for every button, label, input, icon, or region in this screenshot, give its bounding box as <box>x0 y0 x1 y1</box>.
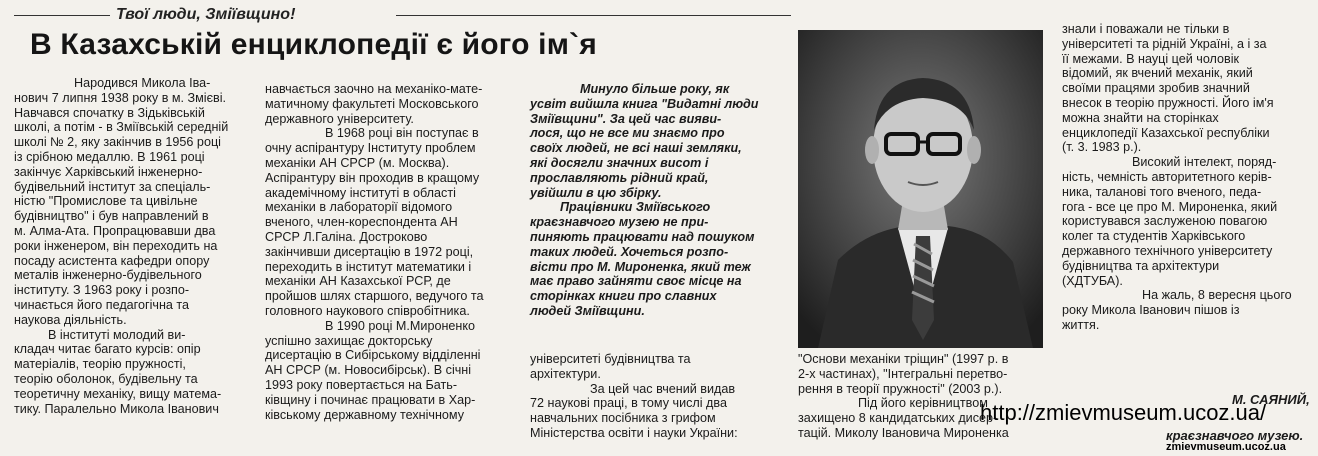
text-line: навчається заочно на механіко-мате- <box>265 82 483 96</box>
intro-column <box>530 82 788 319</box>
text-line: В інституті молодий ви- <box>48 327 186 342</box>
text-column-3 <box>530 352 788 441</box>
text-line: прославляють рідний край, <box>530 170 709 185</box>
text-line: можна знайти на сторінках <box>1062 110 1219 125</box>
rubric-rule-right <box>396 15 791 16</box>
text-line: теорію оболонок, будівельну та <box>14 371 198 386</box>
portrait-photo <box>798 30 1043 348</box>
text-line: чинається його педагогічна та <box>14 297 190 312</box>
text-line: увійшли в цю збірку. <box>530 185 662 200</box>
text-line: СРСР Л.Галіна. Достроково <box>265 229 428 244</box>
text-line: матичному факультеті Московського <box>265 96 479 111</box>
text-line: успішно захищає докторську <box>265 333 433 348</box>
text-line: Минуло більше року, як <box>580 82 730 96</box>
text-line: закінчує Харківський інженерно- <box>14 164 203 179</box>
text-line: ністю "Промислове та цивільне <box>14 194 198 209</box>
text-line: переходить в інститут математики і <box>265 259 472 274</box>
text-line: Зміївщини". За цей час вияви- <box>530 111 722 126</box>
text-line: захищено 8 кандидатських дисер- <box>798 411 998 426</box>
text-line: таких людей. Хочеться розпо- <box>530 244 729 259</box>
text-line: роки інженером, він переходить на <box>14 238 218 253</box>
text-line: 2-х частинах), "Інтегральні перетво- <box>798 366 1008 381</box>
text-line: Високий інтелект, поряд- <box>1132 155 1277 170</box>
text-column-2 <box>265 82 515 422</box>
text-line: 1993 року повертається на Бать- <box>265 377 458 392</box>
text-line: "Основи механіки тріщин" (1997 р. в <box>798 352 1009 366</box>
text-line: наукова діяльність. <box>14 312 127 327</box>
text-line: року Микола Іванович пішов із <box>1062 303 1240 318</box>
text-line: закінчивши дисертацію в 1972 році, <box>265 244 474 259</box>
text-line: тику. Паралельно Микола Іванович <box>14 401 219 416</box>
text-line: пиняють працювати над пошуком <box>530 229 755 244</box>
rubric-title: Твої люди, Зміївщино! <box>116 6 296 23</box>
text-line: ківському державному технічному <box>265 407 465 422</box>
watermark-url: http://zmievmuseum.ucoz.ua/ <box>980 400 1267 425</box>
text-line: матеріалів, теорію пружності, <box>14 357 186 372</box>
text-line: Міністерства освіти і науки України: <box>530 425 738 440</box>
text-line: дисертацію в Сибірському відділенні <box>265 348 481 363</box>
text-line: із срібною медаллю. В 1961 році <box>14 149 205 164</box>
text-line: які досягли значних висот і <box>530 155 709 170</box>
text-line: Працівники Зміївського <box>560 200 711 215</box>
text-line: людей Зміївщини. <box>530 303 645 318</box>
text-line: енциклопедії Казахської республіки <box>1062 125 1270 140</box>
text-line: рення в теорії пружності" (2003 р.). <box>798 381 1003 396</box>
text-line: своїх людей, не всі наші земляки, <box>530 141 742 156</box>
text-line: головного наукового співробітника. <box>265 303 470 318</box>
article-headline: В Казахській енциклопедії є його ім`я <box>30 28 597 61</box>
text-line: державного університету. <box>265 111 414 126</box>
text-line: механіки в лабораторії відомого <box>265 200 453 215</box>
text-line: нович 7 липня 1938 року в м. Змієві. <box>14 90 227 105</box>
text-column-5 <box>1062 22 1307 333</box>
text-line: пройшов шлях старшого, ведучого та <box>265 289 484 304</box>
text-line: лося, що не все ми знаємо про <box>530 126 725 141</box>
text-line: краєзнавчого музею не при- <box>530 215 709 230</box>
text-line: відомий, як вчений механік, який <box>1062 66 1253 81</box>
text-line: металів інженерно-будівельного <box>14 268 202 283</box>
text-line: механіки АН Казахської РСР, де <box>265 274 451 289</box>
text-line: Навчався спочатку в Зідьківській <box>14 105 205 120</box>
text-line: АН СРСР (м. Новосибірськ). В січні <box>265 363 472 378</box>
text-column-1 <box>14 76 258 416</box>
text-line: Народився Микола Іва- <box>74 76 211 90</box>
text-line: своїми працями зробив значний <box>1062 81 1250 96</box>
text-line: В 1968 році він поступає в <box>325 126 479 141</box>
text-line: університеті будівництва та <box>530 352 691 366</box>
text-line: інституту. З 1963 року і розпо- <box>14 283 190 298</box>
signature-position: краєзнавчого музею. <box>1166 428 1304 443</box>
text-line: навчальних посібника з грифом <box>530 411 716 426</box>
text-line: користувався заслуженою повагою <box>1062 214 1268 229</box>
watermark-url-small: zmievmuseum.ucoz.ua <box>1166 441 1286 453</box>
text-line: м. Алма-Ата. Пропрацювавши два <box>14 223 216 238</box>
text-line: В 1990 році М.Мироненко <box>325 318 476 333</box>
portrait-image <box>798 30 1043 348</box>
text-line: життя. <box>1062 317 1100 332</box>
text-line: очну аспірантуру Інституту проблем <box>265 141 476 156</box>
text-line: державного технічного університету <box>1062 243 1273 258</box>
text-line: академічному інституті в області <box>265 185 456 200</box>
text-line: вченого, член-кореспондента АН <box>265 215 458 230</box>
text-line: колег та студентів Харківського <box>1062 229 1246 244</box>
text-line: кладач читає багато курсів: опір <box>14 342 201 357</box>
text-line: внесок в теорію пружності. Його ім'я <box>1062 95 1274 110</box>
text-line: будівництва та архітектури <box>1062 258 1220 273</box>
rubric-rule-left <box>14 15 110 16</box>
text-line: Під його керівництвом <box>858 396 988 411</box>
signature-name: М. САЯНИЙ, <box>1232 392 1310 407</box>
text-line: На жаль, 8 вересня цього <box>1142 288 1292 303</box>
text-line: її межами. В науці цей чоловік <box>1062 51 1240 66</box>
text-line: ника, таланові того вченого, педа- <box>1062 184 1262 199</box>
text-line: школі, а потім - в Зміївській середній <box>14 120 229 135</box>
text-line: школі № 2, яку закінчив в 1956 році <box>14 135 221 150</box>
text-line: ківщину і починає працювати в Хар- <box>265 392 476 407</box>
text-line: будівництво" і був направлений в <box>14 209 209 224</box>
text-line: гога - все це про М. Мироненка, який <box>1062 199 1278 214</box>
text-line: (т. 3. 1983 р.). <box>1062 140 1142 155</box>
text-line: має право зайняти своє місце на <box>530 274 742 289</box>
text-line: теоретичну механіку, вищу матема- <box>14 386 222 401</box>
text-line: будівельний інститут за спеціаль- <box>14 179 211 194</box>
text-line: механіки АН СРСР (м. Москва). <box>265 155 450 170</box>
text-line: посаду асистента кафедри опору <box>14 253 210 268</box>
text-line: ність, чемність авторитетного керів- <box>1062 169 1272 184</box>
text-line: вісти про М. Мироненка, який теж <box>530 259 751 274</box>
text-line: (ХДТУБА). <box>1062 273 1123 288</box>
text-line: університеті та рідній Україні, а і за <box>1062 36 1267 51</box>
text-line: архітектури. <box>530 366 601 381</box>
text-line: знали і поважали не тільки в <box>1062 22 1230 36</box>
text-line: сторінках книги про славних <box>530 289 717 304</box>
text-line: 72 наукові праці, в тому числі два <box>530 396 727 411</box>
text-line: Аспірантуру він проходив в кращому <box>265 170 480 185</box>
text-line: усвіт вийшла книга "Видатні люди <box>530 96 759 111</box>
text-column-4 <box>798 352 1048 441</box>
text-line: тацій. Миколу Івановича Мироненка <box>798 425 1009 440</box>
text-line: За цей час вчений видав <box>590 381 736 396</box>
